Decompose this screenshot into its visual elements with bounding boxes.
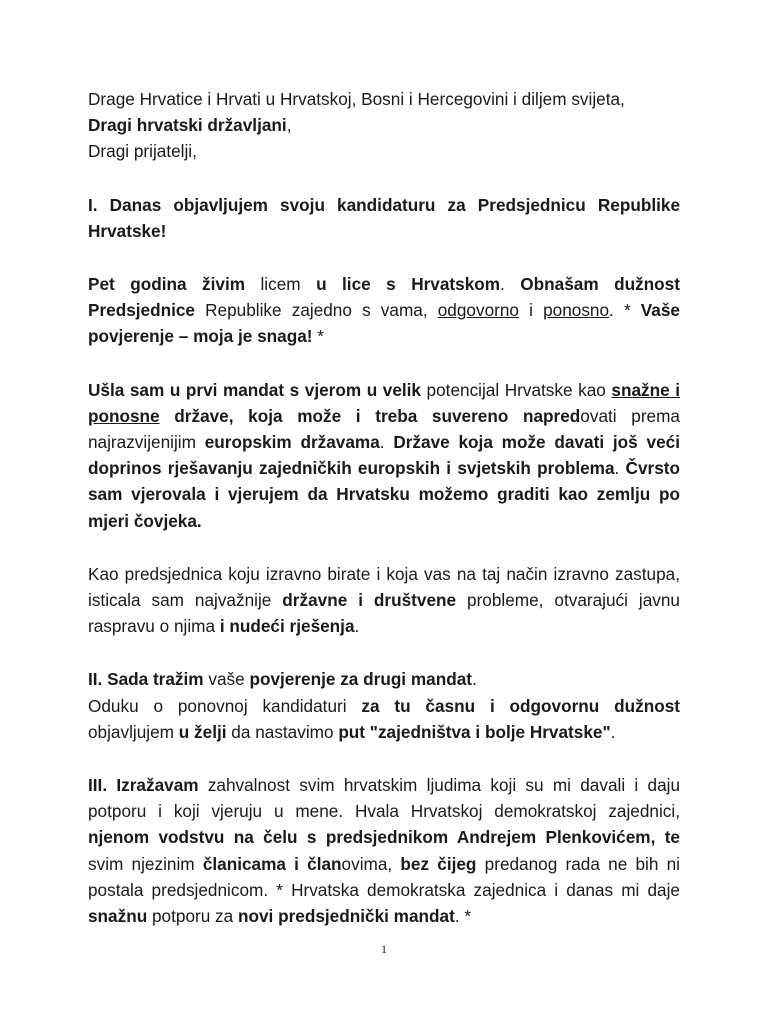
- section-3-paragraph: III. Izražavam zahvalnost svim hrvatskim ljudima koji su mi davali i daju potporu i koji vjeruju u mene. Hvala Hrvatskoj demokratskoj zajednici, njenom vodstvu na čelu s predsjednikom Andrejem Plenkovićem, te svim njezinim članicama i članovima, bez čijeg predanog rada ne bih ni postala predsjednicom. * Hrvatska demokratska zajednica i danas mi daje snažnu potporu za novi predsjednički mandat. *: [88, 775, 681, 927]
- page-number: 1: [381, 942, 387, 956]
- section-2-heading: II. Sada tražim vaše povjerenje za drugi mandat.: [88, 669, 477, 690]
- document-page: [88, 86, 680, 929]
- underlined-odgovorno: odgovorno: [437, 300, 519, 321]
- greeting-line-2: Dragi hrvatski državljani,: [88, 115, 292, 136]
- underlined-ponosno: ponosno: [543, 300, 610, 321]
- paragraph-3: Kao predsjednica koju izravno birate i koja vas na taj način izravno zastupa, isticala sam najvažnije državne i društvene probleme, otvarajući javnu raspravu o njima i nudeći rješenja.: [88, 563, 680, 637]
- section-1-heading: I. Danas objavljujem svoju kandidaturu za Predsjednicu Republike Hrvatske!: [88, 194, 680, 241]
- underlined-snazne-i-ponosne: snažne i ponosne: [88, 379, 680, 426]
- paragraph-4: Oduku o ponovnoj kandidaturi za tu časnu i odgovornu dužnost objavljujem u želji da nastavimo put "zajedništva i bolje Hrvatske".: [88, 695, 680, 742]
- paragraph-1: Pet godina živim licem u lice s Hrvatskom. Obnašam dužnost Predsjednice Republike zajedno s vama, odgovorno i ponosno. * Vaše povjerenje – moja je snaga! *: [88, 274, 680, 347]
- paragraph-2: Ušla sam u prvi mandat s vjerom u velik potencijal Hrvatske kao snažne i ponosne države, koja može i treba suvereno napredovati prema najrazvijenijim europskim državama. Države koja može davati još veći doprinos rješavanju zajedničkih europskih i svjetskih problema. Čvrsto sam vjerovala i vjerujem da Hrvatsku možemo graditi kao zemlju po mjeri čovjeka.: [88, 379, 680, 531]
- greeting-line-3: Dragi prijatelji,: [88, 141, 197, 162]
- greeting-line-1: Drage Hrvatice i Hrvati u Hrvatskoj, Bosni i Hercegovini i diljem svijeta,: [88, 89, 625, 109]
